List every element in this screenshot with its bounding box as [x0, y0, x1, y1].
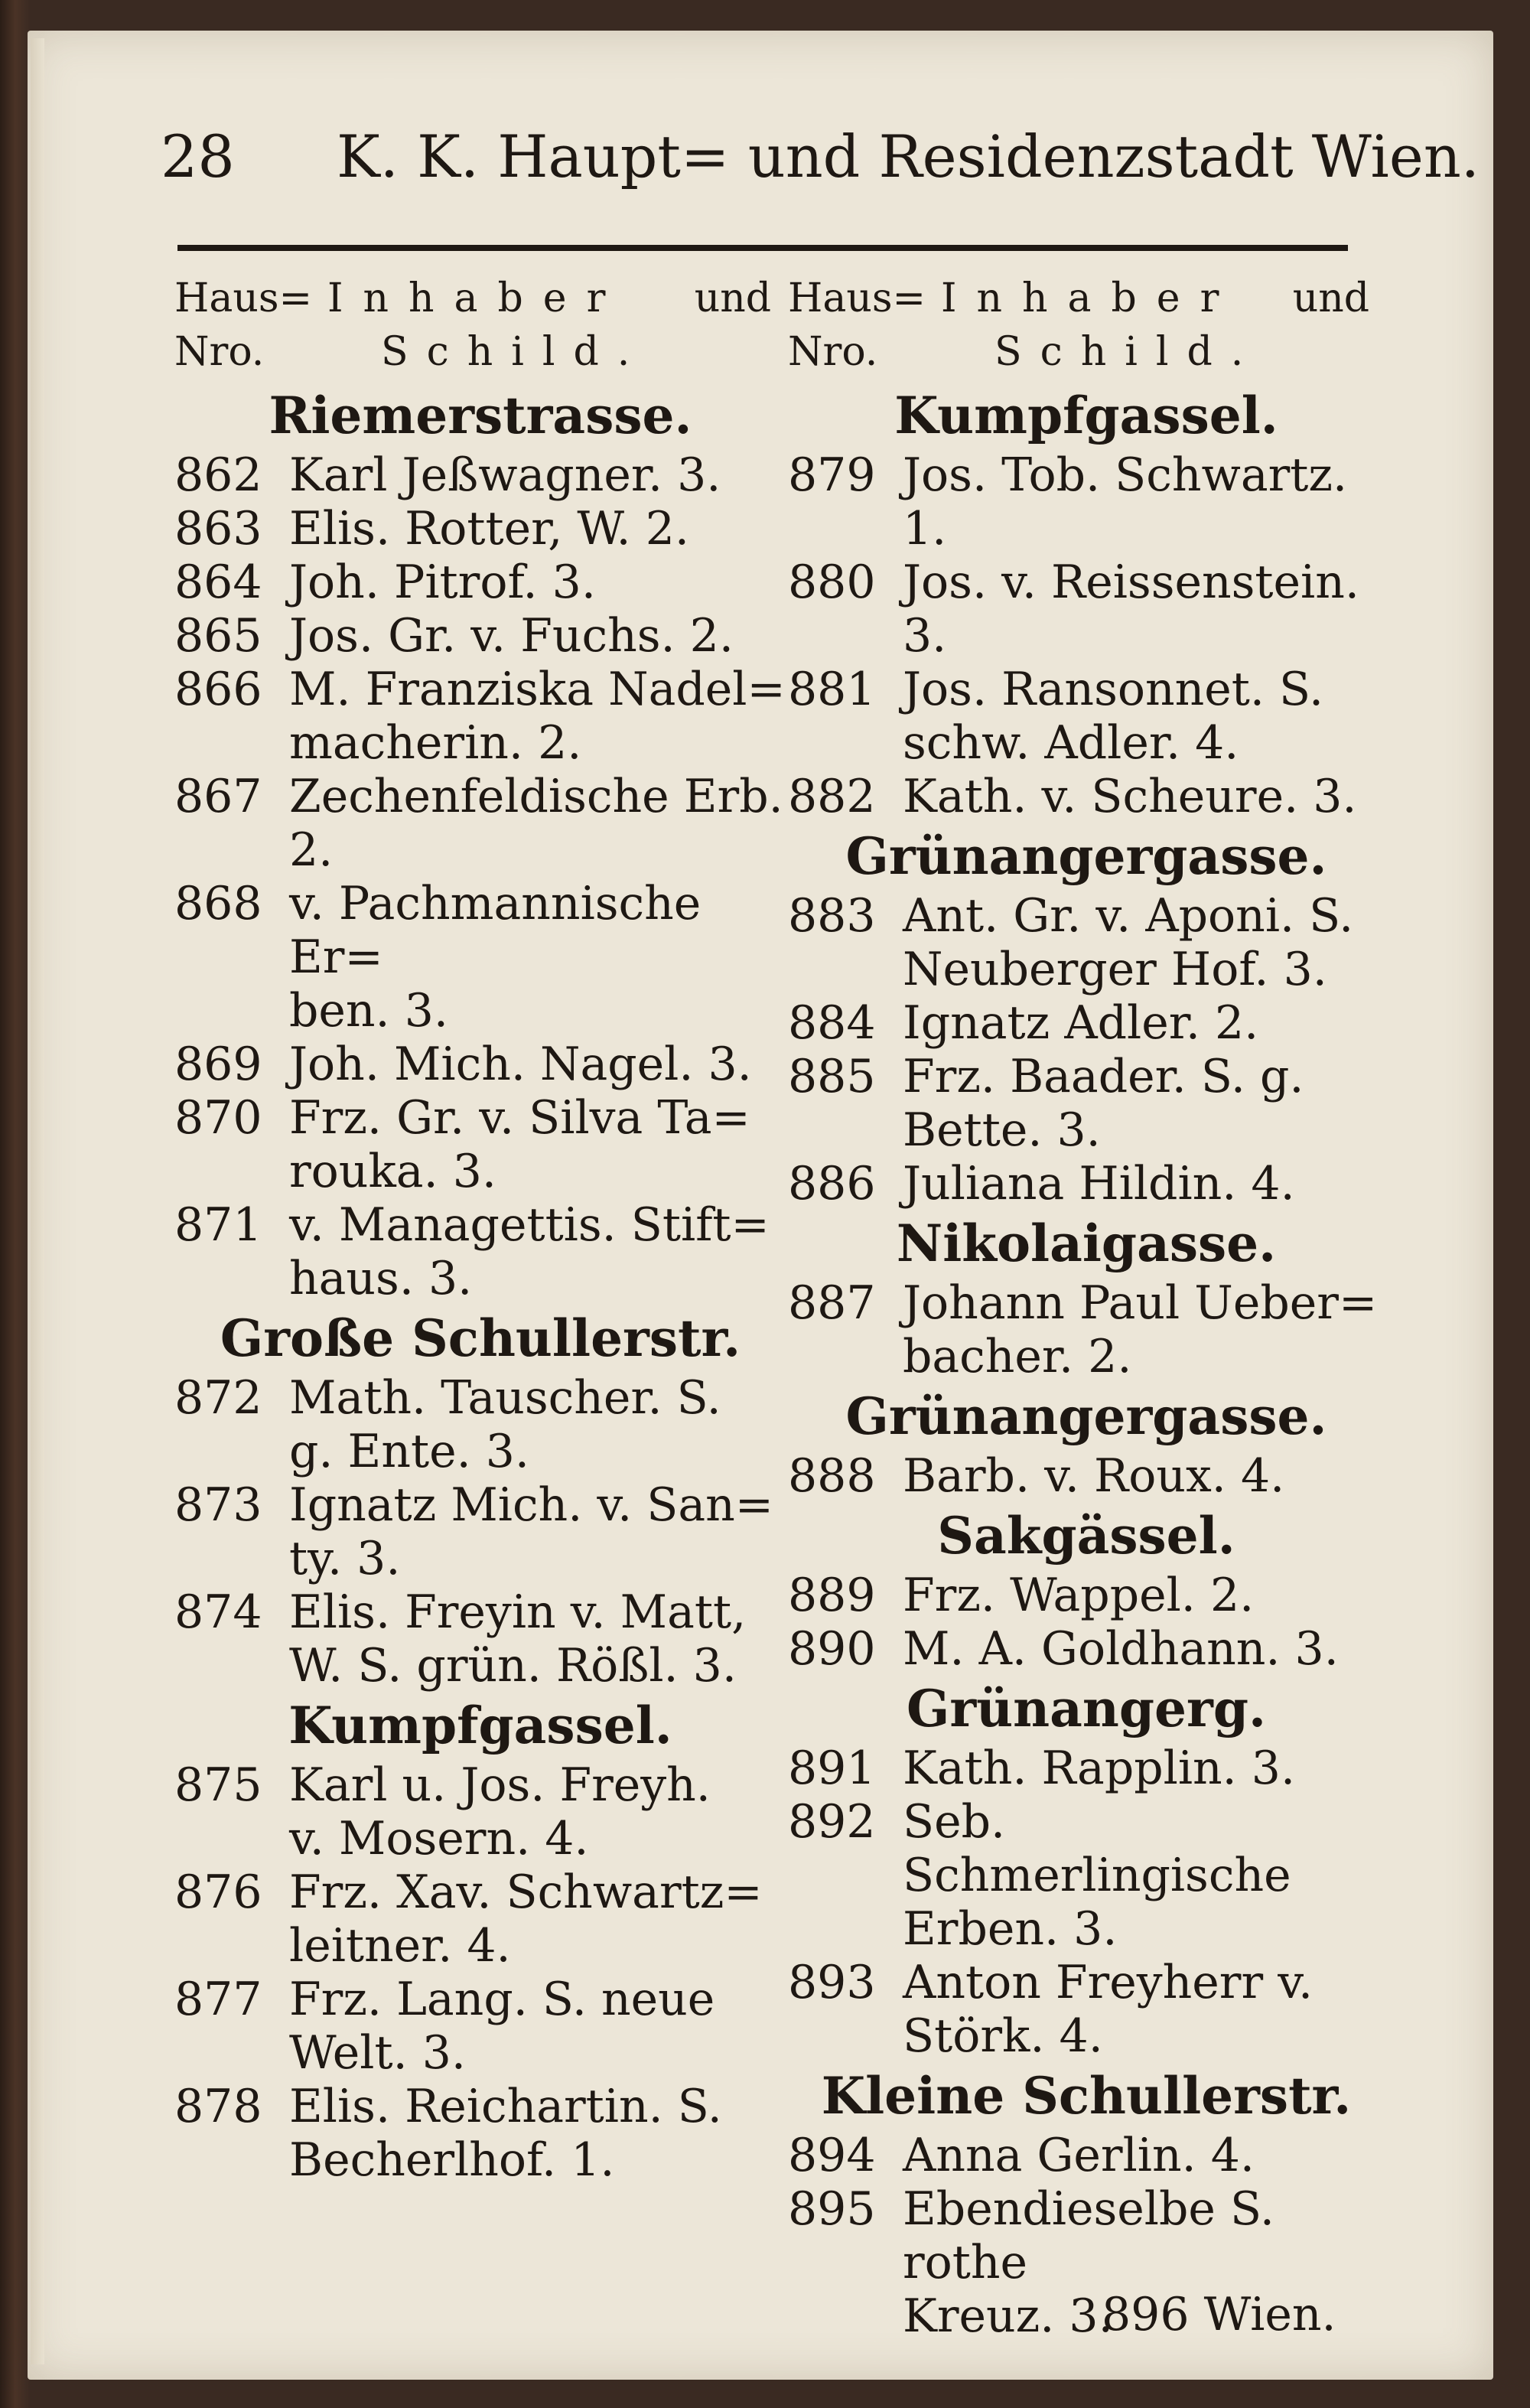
- street-heading: Kleine Schullerstr.: [821, 2066, 1352, 2126]
- page-edge: [31, 38, 44, 2364]
- schild-label: Schild.: [994, 329, 1262, 375]
- house-entry: [788, 1449, 1385, 1503]
- house-number: 895: [788, 2182, 876, 2236]
- house-number: 891: [788, 1742, 876, 1795]
- house-number: 870: [174, 1091, 262, 1145]
- house-entry: [174, 770, 786, 877]
- house-number: 888: [788, 1449, 876, 1503]
- house-entry: [788, 1276, 1385, 1383]
- owner-text: Math. Tauscher. S. g. Ente. 3.: [289, 1371, 721, 1478]
- owner-text: Jos. Ransonnet. S. schw. Adler. 4.: [903, 663, 1324, 770]
- house-number: 866: [174, 663, 262, 716]
- owner-text: Anna Gerlin. 4.: [903, 2129, 1255, 2182]
- owner-text: Karl u. Jos. Freyh. v. Mosern. 4.: [289, 1758, 711, 1865]
- inhaber-label: Inhaber: [941, 275, 1239, 321]
- house-entry: [174, 1371, 786, 1478]
- house-number: 878: [174, 2080, 262, 2133]
- haus-label: Haus=: [174, 275, 313, 321]
- house-entry: [174, 1585, 786, 1693]
- house-number: 894: [788, 2129, 876, 2182]
- house-entry: [788, 1956, 1385, 2063]
- house-number: 864: [174, 556, 262, 609]
- house-number: 889: [788, 1569, 876, 1622]
- header-rule: [177, 245, 1348, 251]
- house-entry: [174, 448, 786, 502]
- house-entry: [174, 663, 786, 770]
- house-number: 876: [174, 1865, 262, 1919]
- page-title: K. K. Haupt= und Residenzstadt Wien.: [337, 122, 1480, 191]
- street-heading: Große Schullerstr.: [220, 1308, 741, 1368]
- house-entry: [174, 1865, 786, 1973]
- owner-text: Frz. Xav. Schwartz= leitner. 4.: [289, 1865, 763, 1973]
- street-heading: Nikolaigasse.: [896, 1214, 1277, 1273]
- column-header: [788, 268, 1385, 383]
- schild-label: Schild.: [381, 329, 649, 375]
- und-label: und: [694, 275, 771, 321]
- house-entry: [174, 1973, 786, 2080]
- house-entry: [788, 663, 1385, 770]
- house-number: 865: [174, 609, 262, 663]
- house-number: 886: [788, 1157, 876, 1211]
- house-number: 887: [788, 1276, 876, 1330]
- catchword: 896 Wien.: [1102, 2288, 1336, 2341]
- owner-text: M. A. Goldhann. 3.: [903, 1622, 1339, 1676]
- owner-text: Joh. Mich. Nagel. 3.: [289, 1038, 752, 1091]
- house-number: 885: [788, 1050, 876, 1103]
- house-number: 868: [174, 877, 262, 930]
- street-heading: Kumpfgassel.: [894, 386, 1278, 445]
- right-column: [788, 268, 1385, 2343]
- page-number: 28: [161, 122, 235, 191]
- left-column: [174, 268, 786, 2187]
- house-number: 882: [788, 770, 876, 823]
- owner-text: Kath. v. Scheure. 3.: [903, 770, 1357, 823]
- owner-text: v. Managettis. Stift= haus. 3.: [289, 1198, 770, 1305]
- house-number: 863: [174, 502, 262, 556]
- house-entry: [788, 1742, 1385, 1795]
- owner-text: Jos. Gr. v. Fuchs. 2.: [289, 609, 734, 663]
- owner-text: v. Pachmannische Er= ben. 3.: [289, 877, 702, 1038]
- house-number: 883: [788, 889, 876, 943]
- owner-text: Elis. Reichartin. S. Becherlhof. 1.: [289, 2080, 722, 2187]
- und-label: und: [1292, 275, 1369, 321]
- owner-text: Jos. Tob. Schwartz. 1.: [903, 448, 1348, 556]
- owner-text: M. Franziska Nadel= macherin. 2.: [289, 663, 786, 770]
- house-number: 890: [788, 1622, 876, 1676]
- house-number: 893: [788, 1956, 876, 2009]
- house-entry: [788, 1569, 1385, 1622]
- owner-text: Anton Freyherr v. Störk. 4.: [903, 1956, 1314, 2063]
- house-number: 884: [788, 996, 876, 1050]
- house-entry: [174, 609, 786, 663]
- owner-text: Karl Jeßwagner. 3.: [289, 448, 721, 502]
- house-number: 875: [174, 1758, 262, 1812]
- street-heading: Grünangergasse.: [845, 826, 1327, 886]
- nro-label: Nro.: [174, 329, 265, 375]
- owner-text: Frz. Gr. v. Silva Ta= rouka. 3.: [289, 1091, 750, 1198]
- house-entry: [174, 1478, 786, 1585]
- house-number: 881: [788, 663, 876, 716]
- nro-label: Nro.: [788, 329, 878, 375]
- house-number: 871: [174, 1198, 262, 1252]
- house-entry: [788, 448, 1385, 556]
- inhaber-label: Inhaber: [327, 275, 626, 321]
- street-heading: Kumpfgassel.: [288, 1696, 672, 1755]
- owner-text: Seb. Schmerlingische Erben. 3.: [903, 1795, 1291, 1956]
- house-number: 862: [174, 448, 262, 502]
- house-number: 892: [788, 1795, 876, 1849]
- house-entry: [788, 996, 1385, 1050]
- house-number: 880: [788, 556, 876, 609]
- owner-text: Elis. Freyin v. Matt, W. S. grün. Rößl. 3.: [289, 1585, 747, 1693]
- house-entry: [788, 1157, 1385, 1211]
- owner-text: Frz. Wappel. 2.: [903, 1569, 1255, 1622]
- owner-text: Elis. Rotter, W. 2.: [289, 502, 689, 556]
- street-heading: Grünangergasse.: [845, 1386, 1327, 1446]
- haus-label: Haus=: [788, 275, 926, 321]
- house-entry: [788, 1050, 1385, 1157]
- house-entry: [174, 877, 786, 1038]
- house-entry: [788, 2129, 1385, 2182]
- house-number: 867: [174, 770, 262, 823]
- house-entry: [174, 1038, 786, 1091]
- owner-text: Ebendieselbe S. rothe Kreuz. 3.: [903, 2182, 1274, 2343]
- owner-text: Ignatz Mich. v. San= ty. 3.: [289, 1478, 774, 1585]
- owner-text: Zechenfeldische Erb. 2.: [289, 770, 783, 877]
- column-header: [174, 268, 786, 383]
- house-entry: [174, 1091, 786, 1198]
- owner-text: Kath. Rapplin. 3.: [903, 1742, 1296, 1795]
- house-entry: [174, 2080, 786, 2187]
- house-entry: [174, 556, 786, 609]
- house-number: 877: [174, 1973, 262, 2026]
- owner-text: Juliana Hildin. 4.: [903, 1157, 1295, 1211]
- owner-text: Ant. Gr. v. Aponi. S. Neuberger Hof. 3.: [903, 889, 1354, 996]
- house-entry: [788, 1622, 1385, 1676]
- house-entry: [788, 556, 1385, 663]
- owner-text: Frz. Baader. S. g. Bette. 3.: [903, 1050, 1304, 1157]
- street-heading: Grünangerg.: [907, 1679, 1266, 1738]
- house-entry: [174, 502, 786, 556]
- house-entry: [788, 1795, 1385, 1956]
- house-number: 873: [174, 1478, 262, 1532]
- owner-text: Frz. Lang. S. neue Welt. 3.: [289, 1973, 715, 2080]
- street-heading: Riemerstrasse.: [269, 386, 692, 445]
- house-number: 869: [174, 1038, 262, 1091]
- house-entry: [174, 1758, 786, 1865]
- owner-text: Barb. v. Roux. 4.: [903, 1449, 1285, 1503]
- house-number: 879: [788, 448, 876, 502]
- owner-text: Johann Paul Ueber= bacher. 2.: [903, 1276, 1378, 1383]
- owner-text: Ignatz Adler. 2.: [903, 996, 1259, 1050]
- house-number: 872: [174, 1371, 262, 1425]
- house-entry: [174, 1198, 786, 1305]
- house-number: 874: [174, 1585, 262, 1639]
- owner-text: Joh. Pitrof. 3.: [289, 556, 596, 609]
- house-entry: [788, 770, 1385, 823]
- owner-text: Jos. v. Reissenstein. 3.: [903, 556, 1359, 663]
- house-entry: [788, 889, 1385, 996]
- street-heading: Sakgässel.: [937, 1506, 1235, 1566]
- running-head: [161, 115, 1480, 199]
